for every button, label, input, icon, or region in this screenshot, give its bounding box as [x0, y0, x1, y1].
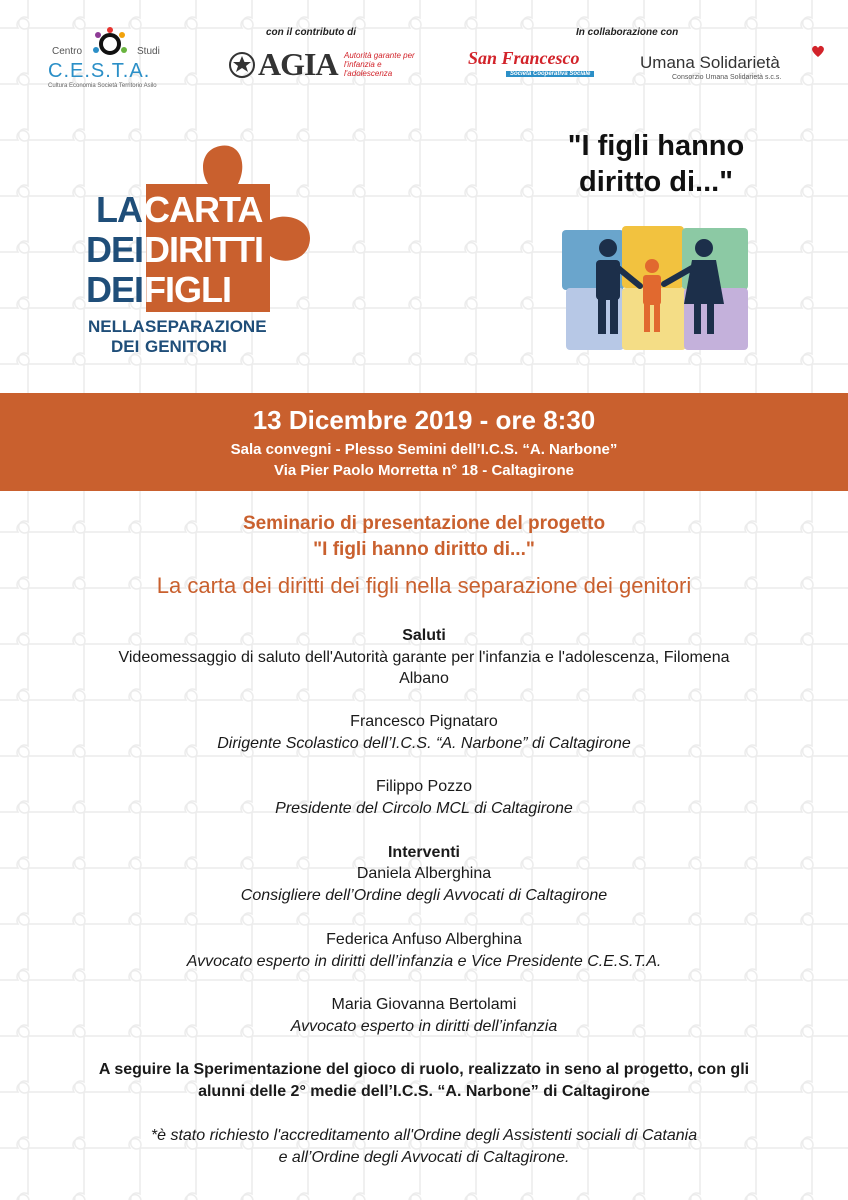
saluti-heading: Saluti	[402, 627, 446, 644]
logo-word-nella: NELLA	[88, 317, 145, 336]
san-francesco-subtitle: Società Cooperativa Sociale	[506, 71, 594, 77]
collab-label: In collaborazione con	[576, 27, 679, 38]
speaker-role: Dirigente Scolastico dell’I.C.S. “A. Narbone” di Caltagirone	[217, 735, 631, 752]
seminar-title-line-2: "I figli hanno diritto di..."	[313, 539, 535, 560]
umana-solidarieta-logo: Umana Solidarietà	[640, 53, 780, 72]
agia-logo: AGIA	[258, 46, 338, 82]
logo-word-la: LA	[96, 189, 142, 230]
agia-description: Autorità garante per l'infanzia e l'adolescenza	[344, 51, 415, 78]
event-date: 13 Dicembre 2019 - ore 8:30	[252, 405, 596, 435]
logo-word-separazione: SEPARAZIONE	[145, 317, 267, 336]
logo-word-dei-3: DEI	[111, 337, 140, 356]
project-title	[536, 128, 776, 200]
contrib-label: con il contributo di	[266, 27, 356, 38]
cesta-centro-label: Centro	[52, 46, 83, 57]
project-title-line-2: diritto di..."	[579, 166, 733, 198]
logo-word-carta: CARTA	[144, 189, 263, 230]
cesta-tagline: Cultura Economia Società Territorio Asilo	[48, 83, 157, 89]
speaker-role: Avvocato esperto in diritti dell’infanzia e Vice Presidente C.E.S.T.A.	[186, 953, 662, 970]
seminar-subtitle: La carta dei diritti dei figli nella separazione dei genitori	[156, 573, 692, 598]
event-venue: Sala convegni - Plesso Semini dell’I.C.S. “A. Narbone”	[230, 441, 618, 458]
seminar-title-line-1: Seminario di presentazione del progetto	[242, 513, 606, 534]
videomessage-line-2: Albano	[399, 670, 449, 687]
cesta-name: C.E.S.T.A.	[48, 60, 151, 82]
family-puzzle-illustration	[560, 224, 752, 354]
speaker-role: Consigliere dell’Ordine degli Avvocati di Caltagirone	[240, 887, 608, 904]
emblem-icon	[228, 50, 256, 80]
interventi-heading: Interventi	[387, 844, 460, 861]
speaker-name: Francesco Pignataro	[350, 713, 498, 730]
logo-word-genitori: GENITORI	[145, 337, 227, 356]
accreditation-note-line-2: e all’Ordine degli Avvocati di Caltagirone.	[278, 1149, 570, 1166]
cesta-logo-icon	[88, 24, 132, 64]
event-address: Via Pier Paolo Morretta n° 18 - Caltagirone	[274, 462, 574, 479]
accreditation-note-line-1: *è stato richiesto l'accreditamento all'Ordine degli Assistenti sociali di Catania	[150, 1127, 698, 1144]
logo-word-figli: FIGLI	[144, 269, 231, 310]
logo-word-dei-1: DEI	[86, 229, 144, 270]
cesta-studi-label: Studi	[137, 46, 160, 57]
speaker-name: Federica Anfuso Alberghina	[326, 931, 522, 948]
logo-word-dei-2: DEI	[86, 269, 144, 310]
speaker-role: Presidente del Circolo MCL di Caltagirone	[275, 800, 573, 817]
umana-solidarieta-subtitle: Consorzio Umana Solidarietà s.c.s.	[672, 74, 782, 81]
logo-word-diritti: DIRITTI	[144, 229, 263, 270]
videomessage-line-1: Videomessaggio di saluto dell'Autorità garante per l'infanzia e l'adolescenza, Filomena	[118, 649, 730, 666]
speaker-role: Avvocato esperto in diritti dell’infanzia	[290, 1018, 558, 1035]
project-title-line-1: "I figli hanno	[567, 130, 745, 162]
follow-up-line-2: alunni delle 2° medie dell’I.C.S. “A. Narbone” di Caltagirone	[198, 1083, 650, 1100]
speaker-name: Daniela Alberghina	[356, 865, 492, 882]
speaker-name: Filippo Pozzo	[375, 778, 473, 795]
follow-up-line-1: A seguire la Sperimentazione del gioco di ruolo, realizzato in seno al progetto, con gli	[98, 1061, 750, 1078]
san-francesco-logo: San Francesco	[468, 48, 580, 68]
heart-icon	[810, 44, 826, 58]
speaker-name: Maria Giovanna Bertolami	[331, 996, 517, 1013]
